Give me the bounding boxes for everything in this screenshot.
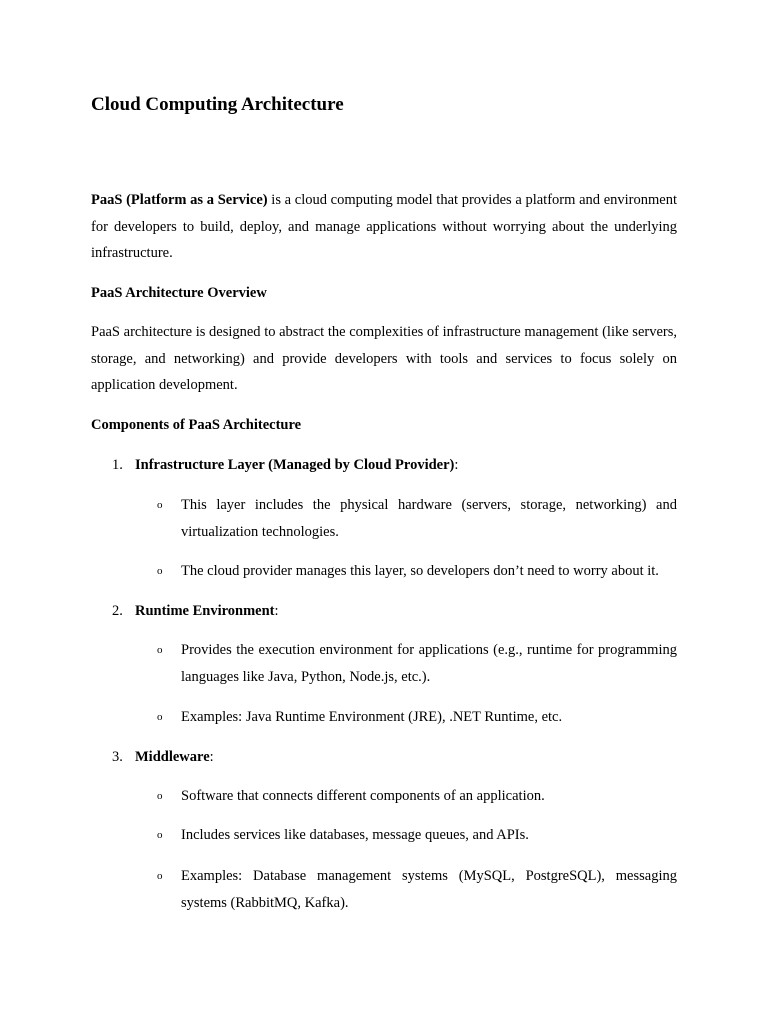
bullet-item: [157, 704, 677, 731]
component-suffix: :: [454, 457, 459, 473]
bullet-item: [157, 783, 677, 810]
bullet-item: [157, 558, 677, 585]
intro-bold-term: PaaS (Platform as a Service): [91, 192, 268, 208]
bullet-marker: o: [157, 711, 163, 723]
list-number: 3.: [112, 749, 123, 765]
intro-text: is a cloud computing model that provides a platform and environment for developers to build, deploy, and manage applications without worrying about the underlying infrastructure.: [91, 192, 677, 261]
bullet-text: Includes services like databases, message queues, and APIs.: [181, 827, 529, 843]
component-label: Runtime Environment: [135, 603, 275, 619]
bullet-marker: o: [157, 499, 163, 511]
list-number: 2.: [112, 603, 123, 619]
overview-paragraph: PaaS architecture is designed to abstract the complexities of infrastructure management (like servers, storage, and networking) and provide developers with tools and services to focus solely on application development.: [91, 324, 677, 393]
bullet-item: [157, 637, 677, 690]
component-suffix: :: [274, 603, 279, 619]
bullet-marker: o: [157, 790, 163, 802]
intro-paragraph: [91, 187, 677, 267]
bullet-text: Examples: Java Runtime Environment (JRE), .NET Runtime, etc.: [181, 709, 563, 725]
bullet-text: The cloud provider manages this layer, so developers don’t need to worry about it.: [181, 563, 659, 579]
bullet-text: This layer includes the physical hardware (servers, storage, networking) and virtualization technologies.: [181, 497, 677, 540]
components-heading: Components of PaaS Architecture: [91, 417, 302, 433]
bullet-item: [157, 863, 677, 916]
bullet-item: [157, 822, 677, 849]
bullet-text: Provides the execution environment for applications (e.g., runtime for programming languages like Java, Python, Node.js, etc.).: [181, 642, 677, 685]
bullet-marker: o: [157, 565, 163, 577]
document-title: Cloud Computing Architecture: [91, 94, 344, 115]
bullet-text: Software that connects different components of an application.: [181, 788, 545, 804]
list-number: 1.: [112, 457, 123, 473]
component-item-infrastructure-layer: [112, 452, 458, 478]
component-item-runtime-environment: [112, 598, 279, 624]
component-label: Infrastructure Layer (Managed by Cloud Provider): [135, 457, 455, 473]
bullet-marker: o: [157, 870, 163, 882]
bullet-item: [157, 492, 677, 545]
bullet-text: Examples: Database management systems (MySQL, PostgreSQL), messaging systems (RabbitMQ, Kafka).: [181, 868, 677, 911]
component-suffix: :: [209, 749, 214, 765]
component-item-middleware: [112, 744, 214, 770]
bullet-marker: o: [157, 644, 163, 656]
component-label: Middleware: [135, 749, 210, 765]
bullet-marker: o: [157, 829, 163, 841]
overview-heading: PaaS Architecture Overview: [91, 285, 267, 301]
